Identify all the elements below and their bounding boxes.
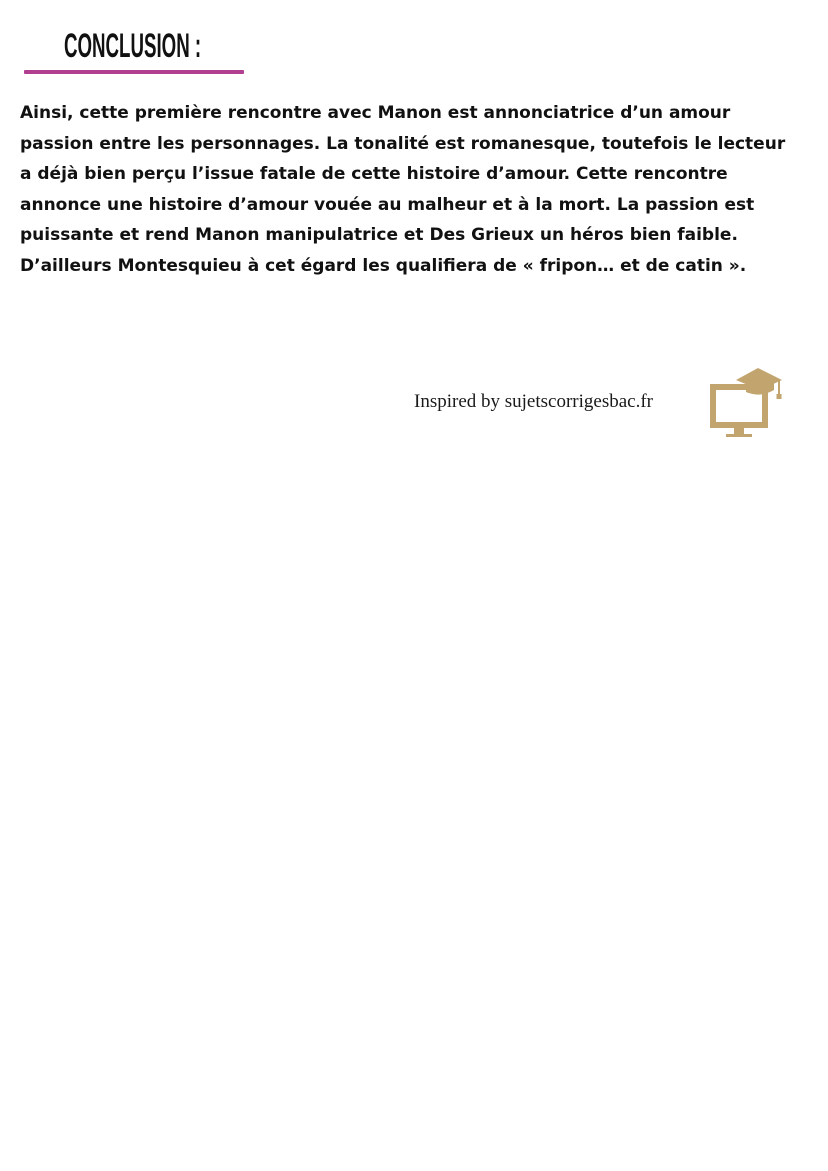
- computer-graduation-cap-icon: [706, 366, 782, 440]
- conclusion-text: [20, 98, 800, 281]
- heading-block: [24, 22, 244, 78]
- conclusion-paragraph-1: Ainsi, cette première rencontre avec Manon est annonciatrice d’un amour passion entre les personnages. La tonalité est romanesque, toutefois le lecteur a déjà bien perçu l’issue fatale de cette histoire d’amour. Cette rencontre annonce une histoire d’amour vouée au malheur et à la mort. La passion est puissante et rend Manon manipulatrice et Des Grieux un héros bien faible.: [20, 103, 786, 245]
- page-title: CONCLUSION :: [64, 27, 202, 65]
- source-credit: Inspired by sujetscorrigesbac.fr: [414, 391, 654, 412]
- conclusion-paragraph-2: D’ailleurs Montesquieu à cet égard les qualifiera de « fripon… et de catin ».: [20, 255, 747, 276]
- title-underline: [24, 70, 244, 74]
